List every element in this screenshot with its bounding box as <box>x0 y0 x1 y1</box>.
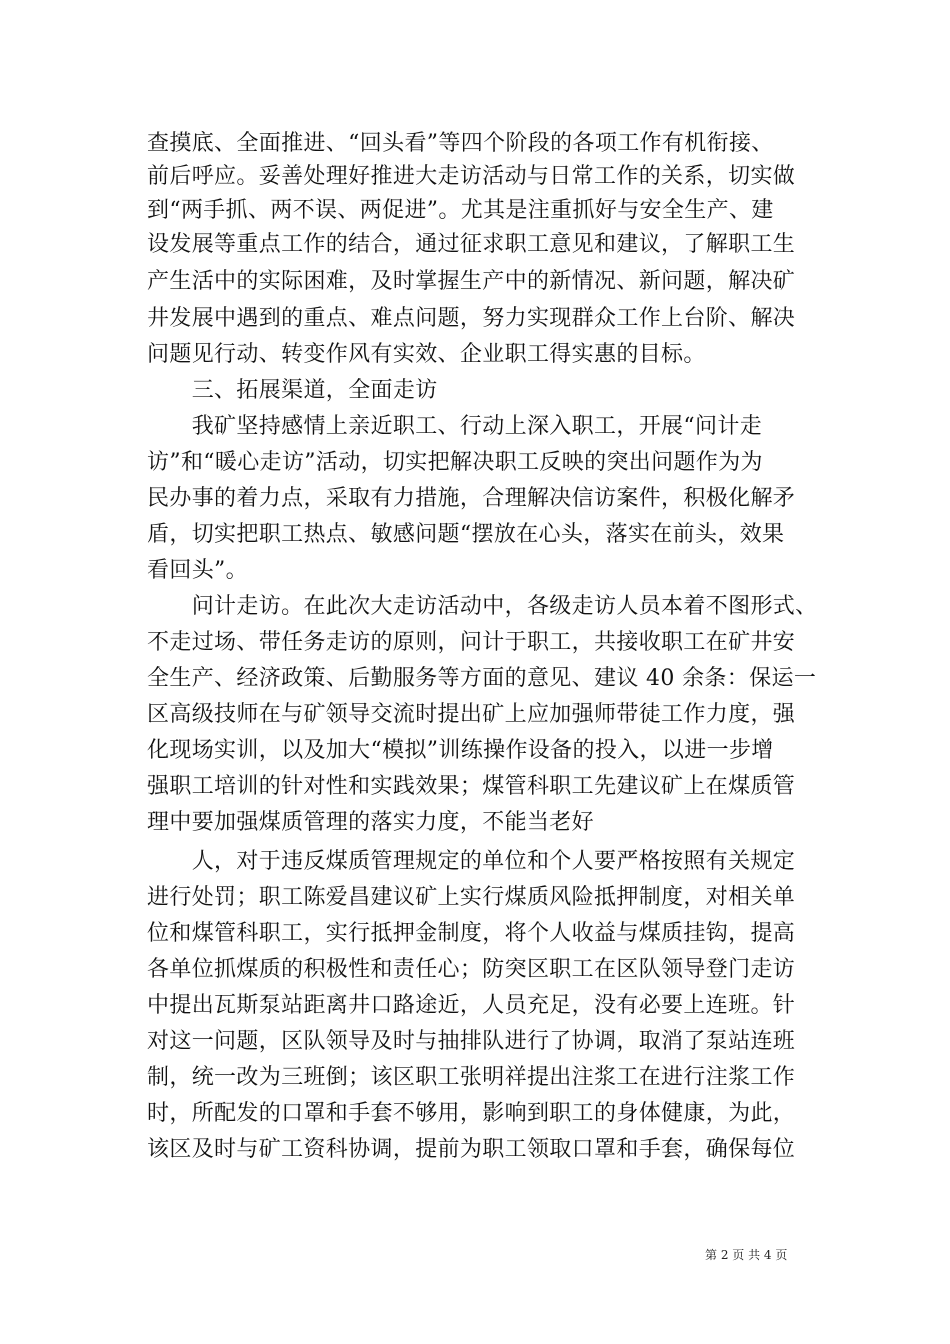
text-line: 各单位抓煤质的积极性和责任心；防突区职工在区队领导登门走访 <box>147 957 796 982</box>
text-line: 查摸底、全面推进、“回头看”等四个阶段的各项工作有机衔接、 <box>147 131 774 156</box>
text-line: 访”和“暖心走访”活动，切实把解决职工反映的突出问题作为为 <box>147 450 763 475</box>
text-line: 化现场实训，以及加大“模拟”训练操作设备的投入，以进一步增 <box>147 738 774 763</box>
text-line: 强职工培训的针对性和实践效果；煤管科职工先建议矿上在煤质管 <box>147 774 796 799</box>
text-line: 问题见行动、转变作风有实效、企业职工得实惠的目标。 <box>147 342 706 367</box>
text-line: 全生产、经济政策、后勤服务等方面的意见、建议 40 余条：保运一 <box>147 666 817 691</box>
text-line: 井发展中遇到的重点、难点问题，努力实现群众工作上台阶、解决 <box>147 306 796 331</box>
page-number: 第 2 页 共 4 页 <box>705 1248 788 1262</box>
text-line: 我矿坚持感情上亲近职工、行动上深入职工，开展“问计走 <box>147 414 763 439</box>
text-line: 中提出瓦斯泵站距离井口路途近，人员充足，没有必要上连班。针 <box>147 993 796 1018</box>
text-line: 到“两手抓、两不误、两促进”。尤其是注重抓好与安全生产、建 <box>147 198 774 223</box>
text-line: 产生活中的实际困难，及时掌握生产中的新情况、新问题，解决矿 <box>147 269 796 294</box>
text-line: 制，统一改为三班倒；该区职工张明祥提出注浆工在进行注浆工作 <box>147 1065 796 1090</box>
text-line: 前后呼应。妥善处理好推进大走访活动与日常工作的关系，切实做 <box>147 164 796 189</box>
text-line: 时，所配发的口罩和手套不够用，影响到职工的身体健康，为此， <box>147 1101 796 1126</box>
text-line: 该区及时与矿工资科协调，提前为职工领取口罩和手套，确保每位 <box>147 1137 796 1162</box>
text-line: 进行处罚；职工陈爱昌建议矿上实行煤质风险抵押制度，对相关单 <box>147 885 796 910</box>
text-line: 盾，切实把职工热点、敏感问题“摆放在心头，落实在前头，效果 <box>147 522 785 547</box>
text-line: 对这一问题，区队领导及时与抽排队进行了协调，取消了泵站连班 <box>147 1029 796 1054</box>
text-line: 三、拓展渠道，全面走访 <box>147 378 438 403</box>
text-line: 看回头”。 <box>147 558 248 583</box>
text-line: 位和煤管科职工，实行抵押金制度，将个人收益与煤质挂钩，提高 <box>147 921 796 946</box>
text-line: 民办事的着力点，采取有力措施，合理解决信访案件，积极化解矛 <box>147 486 796 511</box>
text-line: 设发展等重点工作的结合，通过征求职工意见和建议，了解职工生 <box>147 232 796 257</box>
text-line: 理中要加强煤质管理的落实力度，不能当老好 <box>147 810 595 835</box>
text-line: 问计走访。在此次大走访活动中，各级走访人员本着不图形式、 <box>147 594 818 619</box>
text-line: 人，对于违反煤质管理规定的单位和个人要严格按照有关规定 <box>147 849 796 874</box>
text-line: 区高级技师在与矿领导交流时提出矿上应加强师带徒工作力度，强 <box>147 702 796 727</box>
text-line: 不走过场、带任务走访的原则，问计于职工，共接收职工在矿井安 <box>147 630 796 655</box>
